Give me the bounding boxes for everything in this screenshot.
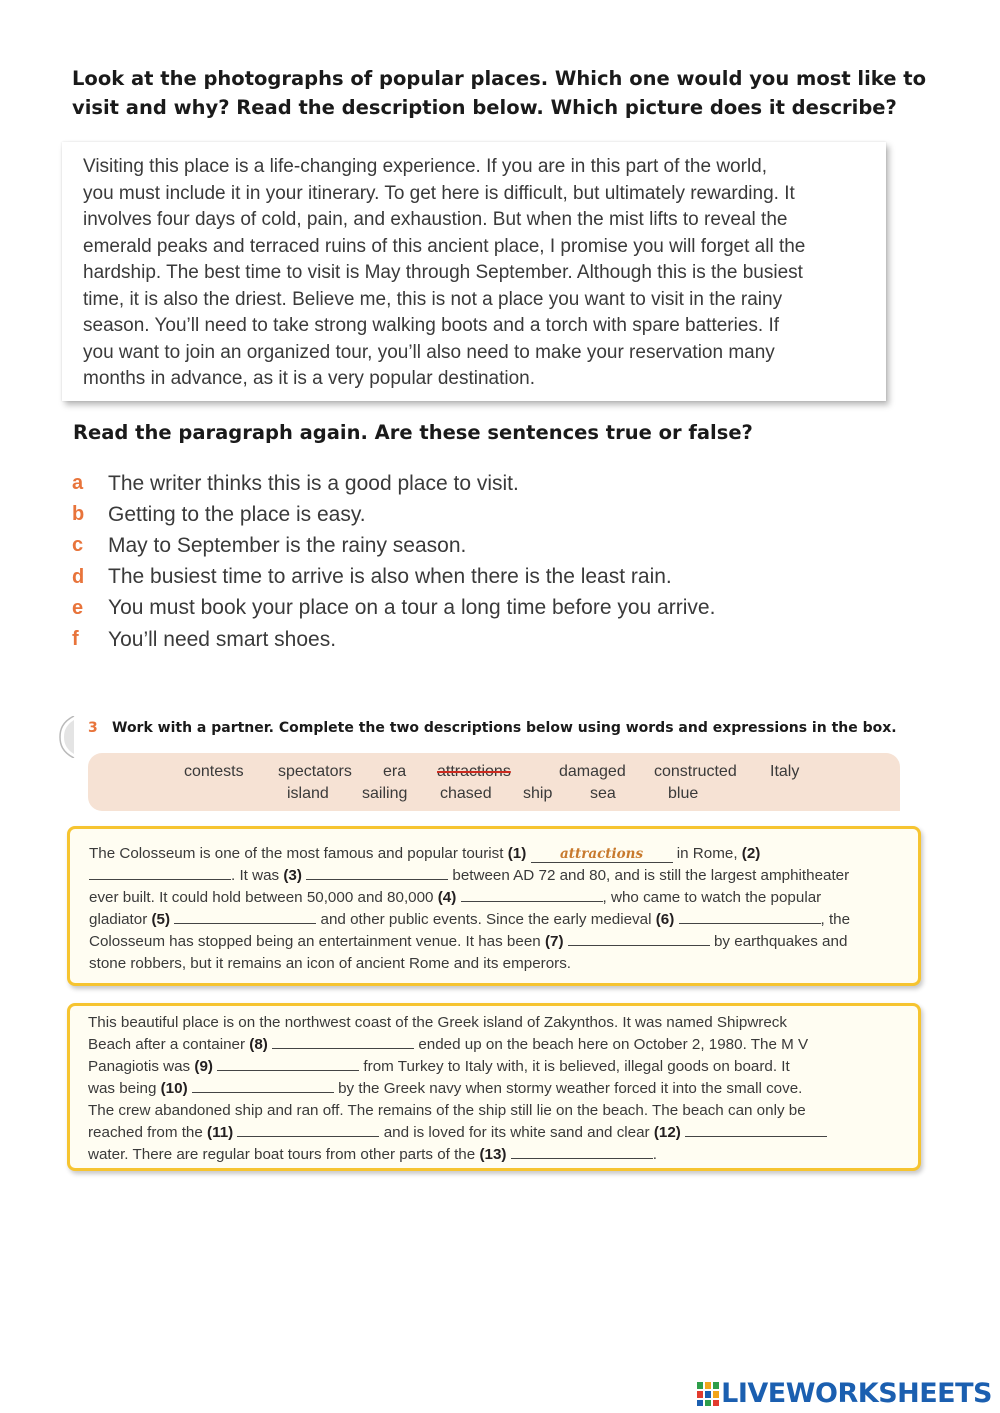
description-shipwreck (88, 1012, 827, 1166)
statement-text: Getting to the place is easy. (108, 502, 366, 526)
passage-line: emerald peaks and terraced ruins of this ancient place, I promise you will forget all the (83, 235, 806, 257)
desc-line (88, 1122, 827, 1144)
true-false-heading: Read the paragraph again. Are these sentences true or false? (73, 421, 753, 444)
gap-number: (8) (249, 1036, 268, 1053)
desc-text: and other public events. Since the early medieval (320, 911, 652, 928)
passage-line: Visiting this place is a life-changing experience. If you are in this part of the world, (83, 156, 768, 177)
gap-number: (7) (544, 933, 564, 950)
statement-text: You must book your place on a tour a long time before you arrive. (108, 596, 716, 620)
reading-passage (83, 154, 873, 393)
gap-7-input[interactable] (568, 934, 710, 946)
word-chip: era (383, 763, 407, 780)
statement-letter: b (72, 503, 85, 526)
word-chip: ship (523, 785, 553, 802)
desc-line (89, 843, 850, 865)
statement-letter: a (72, 472, 84, 495)
gap-number: (13) (479, 1146, 507, 1163)
statement-f (72, 624, 932, 655)
desc-text: Beach after a container (88, 1036, 246, 1053)
gap-13-input[interactable] (511, 1147, 653, 1159)
word-chip-struck: attractions (437, 763, 511, 780)
desc-text: by earthquakes and (713, 933, 848, 950)
intro-line-2: visit and why? Read the description below. Which picture does it describe? (72, 96, 897, 119)
gap-number: (2) (741, 845, 761, 862)
gap-6-input[interactable] (679, 912, 821, 924)
exercise-3-header (88, 720, 897, 736)
liveworksheets-logo (697, 1378, 992, 1409)
desc-text: . (652, 1146, 657, 1163)
passage-line: you want to join an organized tour, you’ll also need to make your reservation many (83, 341, 775, 363)
statement-text: May to September is the rainy season. (108, 533, 467, 557)
gap-1-answer[interactable]: attractions (531, 846, 673, 863)
gap-5-input[interactable] (174, 912, 316, 924)
gap-3-input[interactable] (306, 868, 448, 880)
desc-line (89, 931, 850, 953)
word-chip: spectators (278, 763, 352, 780)
passage-line: time, it is also the driest. Believe me, this is not a place you want to visit in the rainy (83, 288, 783, 310)
word-row-2 (88, 785, 900, 805)
statement-text: You’ll need smart shoes. (108, 627, 337, 651)
desc-line (88, 1144, 827, 1166)
statement-letter: f (72, 628, 79, 651)
word-chip: sea (590, 785, 616, 802)
gap-10-input[interactable] (192, 1081, 334, 1093)
gap-2-input[interactable] (89, 868, 231, 880)
statement-c (72, 530, 932, 561)
desc-text: Panagiotis was (88, 1058, 191, 1075)
statement-e (72, 593, 932, 624)
desc-text: from Turkey to Italy with, it is believed, illegal goods on board. It (363, 1058, 790, 1075)
statement-letter: c (72, 534, 84, 557)
statement-a (72, 468, 932, 499)
gap-number: (9) (194, 1058, 213, 1075)
desc-line (89, 909, 850, 931)
gap-12-input[interactable] (685, 1125, 827, 1137)
word-chip: island (287, 785, 329, 802)
gap-number: (11) (207, 1124, 234, 1141)
passage-line: season. You’ll need to take strong walking boots and a torch with spare batteries. If (83, 315, 780, 336)
gap-4-input[interactable] (461, 890, 603, 902)
statement-text: The writer thinks this is a good place to visit. (108, 471, 519, 495)
passage-line: you must include it in your itinerary. To get here is difficult, but ultimately rewarding. It (83, 182, 795, 204)
statement-letter: d (72, 565, 85, 588)
gap-number: (5) (151, 911, 171, 928)
passage-line: involves four days of cold, pain, and exhaustion. But when the mist lifts to reveal the (83, 209, 788, 230)
desc-text: gladiator (89, 911, 148, 928)
desc-line (88, 1078, 827, 1100)
gap-number: (1) (507, 845, 527, 862)
desc-text: reached from the (88, 1124, 203, 1141)
liveworksheets-logo-icon (697, 1382, 719, 1406)
exercise-number: 3 (88, 720, 98, 736)
word-box (88, 753, 900, 811)
description-colosseum (89, 843, 850, 975)
statement-b (72, 499, 932, 530)
word-chip: damaged (559, 763, 626, 780)
gap-number: (12) (653, 1124, 681, 1141)
desc-text: ended up on the beach here on October 2, 1980. The M V (418, 1036, 809, 1053)
page-tab-icon (58, 716, 76, 758)
gap-9-input[interactable] (217, 1059, 359, 1071)
desc-text: water. There are regular boat tours from other parts of the (88, 1146, 476, 1163)
desc-text: , the (820, 911, 851, 928)
gap-8-input[interactable] (272, 1037, 414, 1049)
statement-list (72, 468, 932, 655)
desc-text: Colosseum has stopped being an entertainment venue. It has been (89, 933, 541, 950)
desc-line: The crew abandoned ship and ran off. The remains of the ship still lie on the beach. The beach can only be (88, 1102, 806, 1119)
word-chip: blue (668, 785, 699, 802)
desc-text: The Colosseum is one of the most famous and popular tourist (89, 845, 504, 862)
desc-text: . It was (231, 867, 280, 884)
word-chip: Italy (770, 763, 800, 780)
passage-line: hardship. The best time to visit is May through September. Although this is the busiest (83, 262, 803, 283)
statement-letter: e (72, 596, 84, 619)
desc-line (89, 865, 850, 887)
intro-line-1: Look at the photographs of popular places. Which one would you most like to (72, 67, 926, 90)
word-row-1 (88, 763, 900, 783)
desc-line (88, 1056, 827, 1078)
gap-number: (4) (437, 889, 457, 906)
gap-11-input[interactable] (237, 1125, 379, 1137)
desc-text: , who came to watch the popular (602, 889, 822, 906)
word-chip: chased (440, 785, 492, 802)
passage-line: months in advance, as it is a very popular destination. (83, 368, 536, 389)
desc-text: ever built. It could hold between 50,000 and 80,000 (89, 889, 434, 906)
desc-text: in Rome, (676, 845, 738, 862)
gap-number: (3) (283, 867, 302, 884)
desc-line (88, 1034, 827, 1056)
desc-text: was being (88, 1080, 157, 1097)
gap-number: (10) (160, 1080, 188, 1097)
desc-text: by the Greek navy when stormy weather forced it into the small cove. (338, 1080, 803, 1097)
desc-text: and is loved for its white sand and clear (383, 1124, 650, 1141)
intro-question (72, 64, 952, 122)
word-chip: sailing (362, 785, 408, 802)
logo-text: LIVEWORKSHEETS (721, 1378, 992, 1409)
word-chip: contests (184, 763, 244, 780)
desc-line (89, 887, 850, 909)
statement-d (72, 562, 932, 593)
desc-line: stone robbers, but it remains an icon of ancient Rome and its emperors. (89, 955, 572, 972)
desc-text: between AD 72 and 80, and is still the largest amphitheater (452, 867, 850, 884)
desc-line: This beautiful place is on the northwest coast of the Greek island of Zakynthos. It was named Shipwreck (88, 1014, 787, 1031)
exercise-instruction: Work with a partner. Complete the two descriptions below using words and expressions in the box. (112, 720, 897, 736)
gap-number: (6) (655, 911, 675, 928)
statement-text: The busiest time to arrive is also when there is the least rain. (108, 565, 672, 589)
word-chip: constructed (654, 763, 737, 780)
